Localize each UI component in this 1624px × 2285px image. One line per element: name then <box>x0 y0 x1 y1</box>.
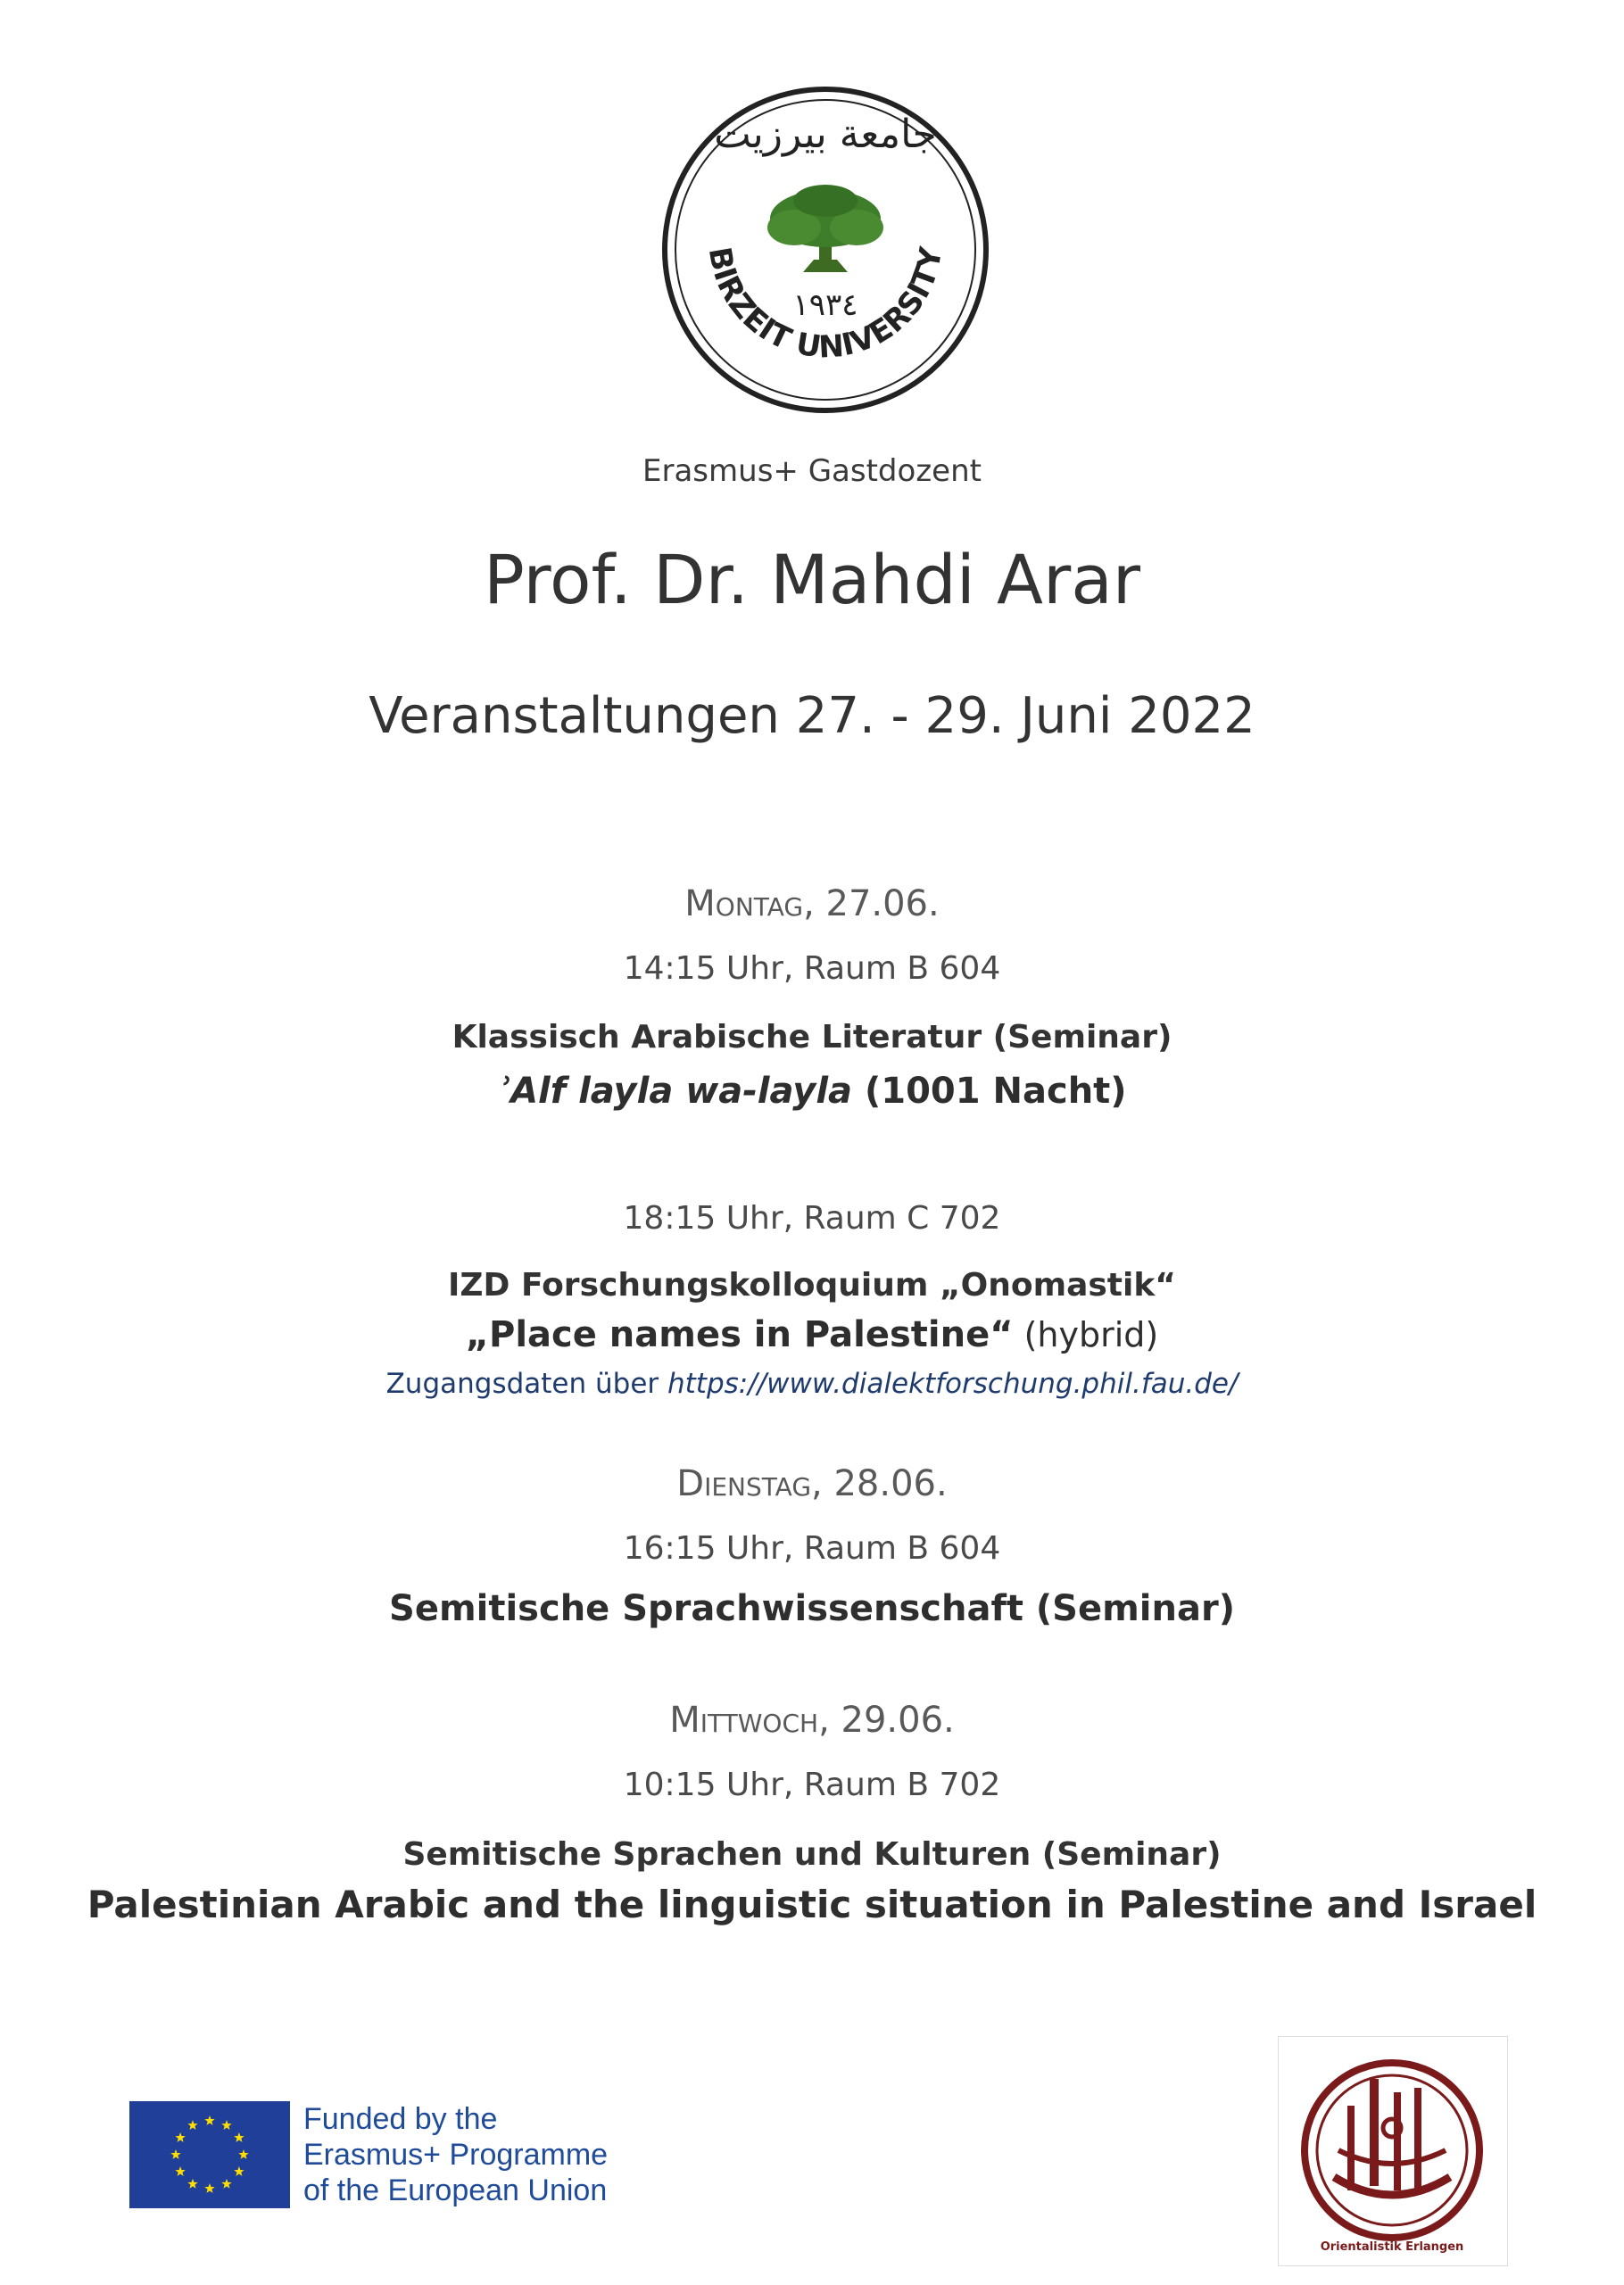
monday-slot1-title <box>0 1071 1624 1112</box>
tuesday-day: Dienstag <box>676 1463 812 1504</box>
wednesday-heading <box>0 1700 1624 1741</box>
tree-icon <box>767 185 883 272</box>
university-name-text: BIRZEIT UNIVERSITY <box>700 244 950 366</box>
date-range: Veranstaltungen 27. - 29. Juni 2022 <box>369 687 1255 745</box>
wednesday-time: 10:15 Uhr, Raum B 702 <box>623 1767 1001 1803</box>
eu-line-2: Erasmus+ Programme <box>303 2138 609 2172</box>
monday-slot2-title-text: „Place names in Palestine“ <box>465 1314 1014 1355</box>
birzeit-university-logo <box>660 85 990 415</box>
eu-flag-icon <box>129 2101 290 2208</box>
monday-date: , 27.06. <box>803 883 940 924</box>
monday-slot1-title-rest: (1001 Nacht) <box>852 1071 1127 1112</box>
monday-day: Montag <box>684 883 804 924</box>
monday-slot1-title-italic: ʾAlf layla wa-layla <box>497 1071 853 1112</box>
wednesday-day: Mittwoch <box>669 1700 819 1741</box>
wednesday-course: Semitische Sprachen und Kulturen (Seminar) <box>402 1836 1222 1873</box>
access-link[interactable]: https://www.dialektforschung.phil.fau.de/ <box>667 1368 1239 1400</box>
orientalistik-erlangen-logo <box>1285 2043 1499 2257</box>
eu-funding-text <box>303 2101 608 2208</box>
monday-slot2-course: IZD Forschungskolloquium „Onomastik“ <box>448 1267 1176 1304</box>
arabic-name-text: جامعة بيرزيت <box>714 112 937 157</box>
monday-slot2-access <box>0 1368 1624 1400</box>
founding-year-text: ١٩٣٤ <box>792 287 858 323</box>
monday-slot2-time: 18:15 Uhr, Raum C 702 <box>623 1200 1001 1237</box>
access-prefix: Zugangsdaten über <box>385 1368 667 1400</box>
eu-line-3: of the European Union <box>303 2173 608 2207</box>
tuesday-course: Semitische Sprachwissenschaft (Seminar) <box>389 1588 1235 1629</box>
wednesday-date: , 29.06. <box>818 1700 955 1741</box>
tuesday-time: 16:15 Uhr, Raum B 604 <box>623 1530 1001 1567</box>
monday-heading <box>0 883 1624 924</box>
subtitle: Erasmus+ Gastdozent <box>642 453 982 489</box>
monday-slot1-time: 14:15 Uhr, Raum B 604 <box>623 950 1001 987</box>
tuesday-heading <box>0 1463 1624 1504</box>
institute-label: Orientalistik Erlangen <box>1320 2240 1464 2254</box>
monday-slot2-title-suffix: (hybrid) <box>1013 1315 1159 1354</box>
eu-line-1: Funded by the <box>303 2102 498 2136</box>
monday-slot2-title <box>0 1314 1624 1355</box>
wednesday-title: Palestinian Arabic and the linguistic situation in Palestine and Israel <box>87 1883 1537 1926</box>
monday-slot1-course: Klassisch Arabische Literatur (Seminar) <box>452 1019 1172 1056</box>
tuesday-date: , 28.06. <box>811 1463 948 1504</box>
page-title: Prof. Dr. Mahdi Arar <box>483 540 1141 619</box>
